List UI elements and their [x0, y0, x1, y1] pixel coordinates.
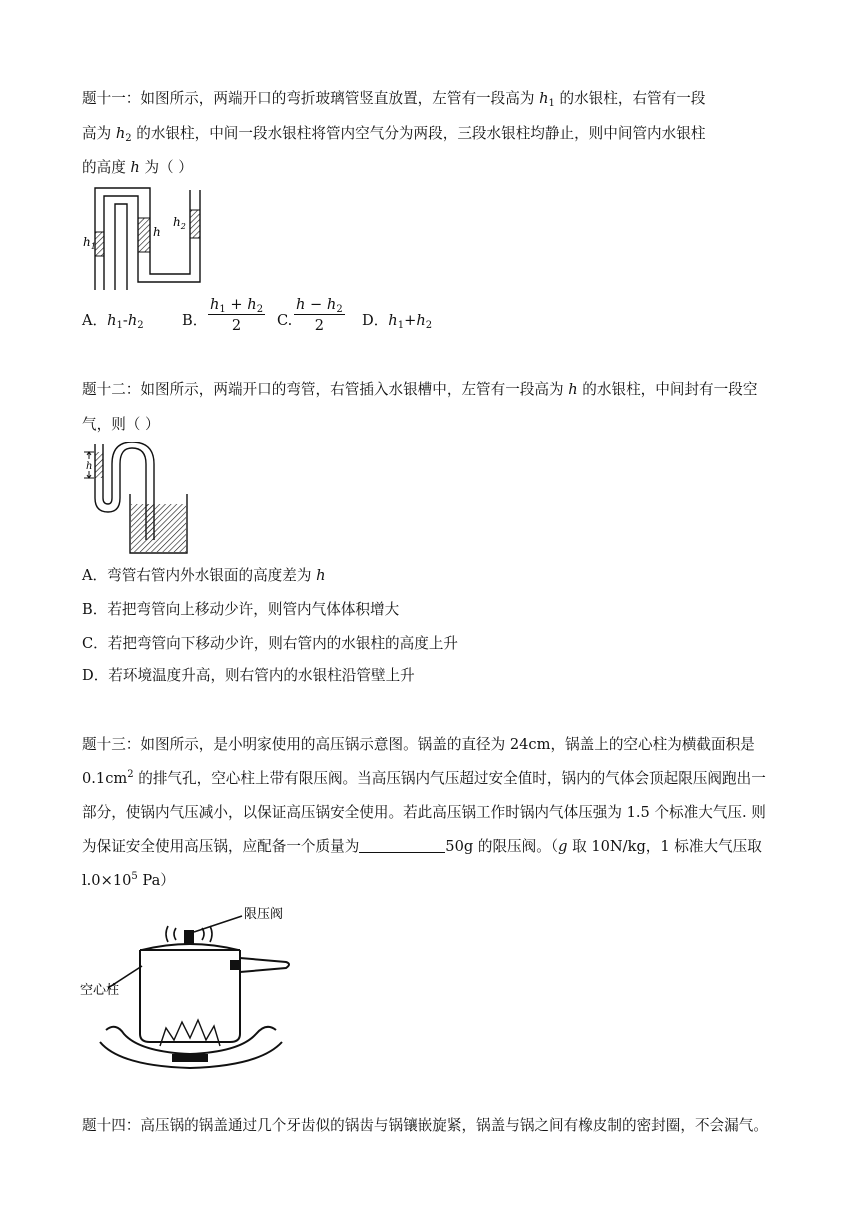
q11-text-line-2: 高为 $h_2$ 的水银柱，中间一段水银柱将管内空气分为两段，三段水银柱均静止，则中间管内水银柱 — [82, 125, 706, 144]
q11-option-c-fraction: $\frac{h - h_2}{2}$ — [296, 296, 343, 334]
q11-mercury-right — [190, 210, 200, 238]
q11-option-d[interactable]: D．$h_1+h_2$ — [362, 312, 433, 331]
q11-option-b-label[interactable]: B． — [182, 312, 208, 329]
q13-label-column: 空心柱 — [80, 983, 120, 998]
q12-text-line-1: 题十二：如图所示，两端开口的弯管，右管插入水银槽中，左管有一段高为 h 的水银柱，中间封有一段空 — [82, 381, 758, 398]
q13-burner — [172, 1054, 208, 1062]
q12-mercury-trough — [131, 504, 186, 552]
q11-text-line-1: 题十一：如图所示，两端开口的弯折玻璃管竖直放置，左管有一段高为 $h_1$ 的水银柱，右管有一段 — [82, 90, 706, 109]
q11-label-h2: $h_2$ — [173, 215, 186, 231]
q11-option-b-fraction: $\frac{h_1 + h_2}{2}$ — [210, 296, 264, 334]
q13-pressure-cooker-figure — [80, 902, 310, 1074]
q11-option-a[interactable]: A．$h_1-h_2$ — [82, 312, 144, 331]
q12-text-line-2: 气，则（ ） — [82, 416, 160, 433]
q11-mercury-left — [95, 232, 104, 256]
q12-mercury-column — [95, 452, 103, 478]
q14-text-line-1: 题十四：高压锅的锅盖通过几个牙齿似的锅齿与锅镶嵌旋紧，锅盖与锅之间有橡皮制的密封圈，不会漏气。 — [82, 1117, 768, 1134]
q13-text-line-3: 部分，使锅内气压减小，以保证高压锅安全使用。若此高压锅工作时锅内气体压强为 1.5 个标准大气压. 则 — [82, 804, 766, 821]
q11-label-h1: $h_1$ — [83, 235, 96, 251]
q12-option-b[interactable]: B．若把弯管向上移动少许，则管内气体体积增大 — [82, 601, 400, 618]
q11-label-h: h — [153, 225, 161, 239]
q12-label-h: h — [86, 461, 93, 472]
q13-pressure-valve — [184, 930, 194, 944]
q11-bent-tube-figure — [80, 186, 210, 290]
q11-option-c-label[interactable]: C. — [277, 312, 293, 329]
q13-answer-blank[interactable] — [359, 838, 445, 853]
q13-text-line-1: 题十三：如图所示，是小明家使用的高压锅示意图。锅盖的直径为 24cm，锅盖上的空心柱为横截面积是 — [82, 736, 755, 753]
q13-text-line-5: $l.0\times 10^5$ Pa） — [82, 871, 175, 889]
q12-bent-tube-figure — [80, 442, 190, 554]
q13-label-valve: 限压阀 — [244, 907, 284, 922]
q12-option-d[interactable]: D．若环境温度升高，则右管内的水银柱沿管壁上升 — [82, 667, 415, 684]
q13-text-line-4: 为保证安全使用高压锅，应配备一个质量为 50g 的限压阀。（g 取 10N/kg，1 标准大气压取 — [82, 838, 762, 855]
q12-option-c[interactable]: C．若把弯管向下移动少许，则右管内的水银柱的高度上升 — [82, 635, 459, 652]
q12-option-a[interactable]: A．弯管右管内外水银面的高度差为 h — [82, 567, 326, 584]
q13-handle-joint — [230, 960, 240, 970]
q11-mercury-middle — [138, 218, 150, 252]
q11-text-line-3: 的高度 h 为（ ） — [82, 159, 193, 176]
q13-text-line-2: $0.1cm^2$ 的排气孔，空心柱上带有限压阀。当高压锅内气压超过安全值时，锅内的气体会顶起限压阀跑出一 — [82, 769, 766, 787]
